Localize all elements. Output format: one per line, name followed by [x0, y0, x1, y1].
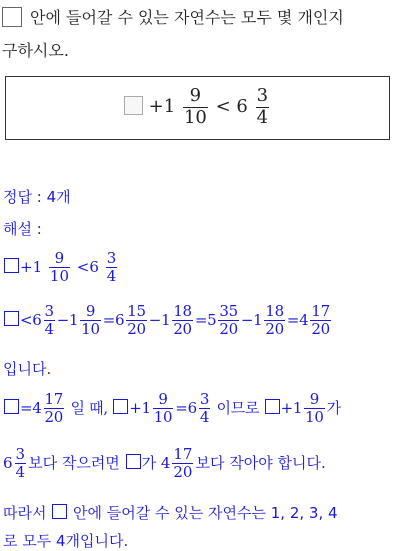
blank-square: [126, 454, 141, 469]
answer-blank-box: [2, 7, 22, 27]
solution-line-7: 6 $\frac{3}{4}$ 보다 작으려면 가 4 $\frac{17}{20}$ 보다 작아야 합니다.: [3, 445, 326, 482]
fraction-3-4: $\frac{3}{4}$: [256, 85, 269, 128]
solution-line-6: =4 $\frac{17}{20}$ 일 때, +1 $\frac{9}{10}$ =6 $\frac{3}{4}$ 이므로 +1 $\frac{9}{10}$ 가: [3, 391, 341, 427]
solution-line-3: +1 $\frac{9}{10}$ <6 $\frac{3}{4}$: [3, 250, 119, 286]
problem-expression: +1 $\frac{9}{10}$ < 6 $\frac{3}{4}$: [6, 86, 389, 128]
blank-square: [124, 96, 143, 115]
blank-square: [113, 399, 128, 414]
solution-line-4: <6 $\frac{3}{4}$ −1 $\frac{9}{10}$ =6 $\frac{15}{20}$ −1 $\frac{18}{20}$ =5 $\frac{35}{20}$ −1 $\frac{18}{20}$ =4 $\frac{17}{20}$: [3, 303, 333, 339]
question-line-1: 안에 들어갈 수 있는 자연수는 모두 몇 개인지: [2, 7, 344, 29]
solution-line-9: 로 모두 4개입니다.: [3, 532, 129, 550]
blank-square: [265, 399, 280, 414]
blank-square: [52, 504, 67, 519]
solution-heading: 해설 :: [3, 220, 42, 238]
fraction-9-10: $\frac{9}{10}$: [183, 85, 207, 128]
answer-line: 정답 : 4개: [3, 188, 71, 206]
blank-square: [4, 399, 19, 414]
solution-line-8: 따라서 안에 들어갈 수 있는 자연수는 1, 2, 3, 4: [3, 504, 338, 522]
solution-line-5: 입니다.: [3, 360, 52, 378]
blank-square: [4, 311, 19, 326]
problem-expression-box: [5, 76, 390, 140]
question-line-2: 구하시오.: [2, 41, 69, 60]
blank-square: [4, 258, 19, 273]
